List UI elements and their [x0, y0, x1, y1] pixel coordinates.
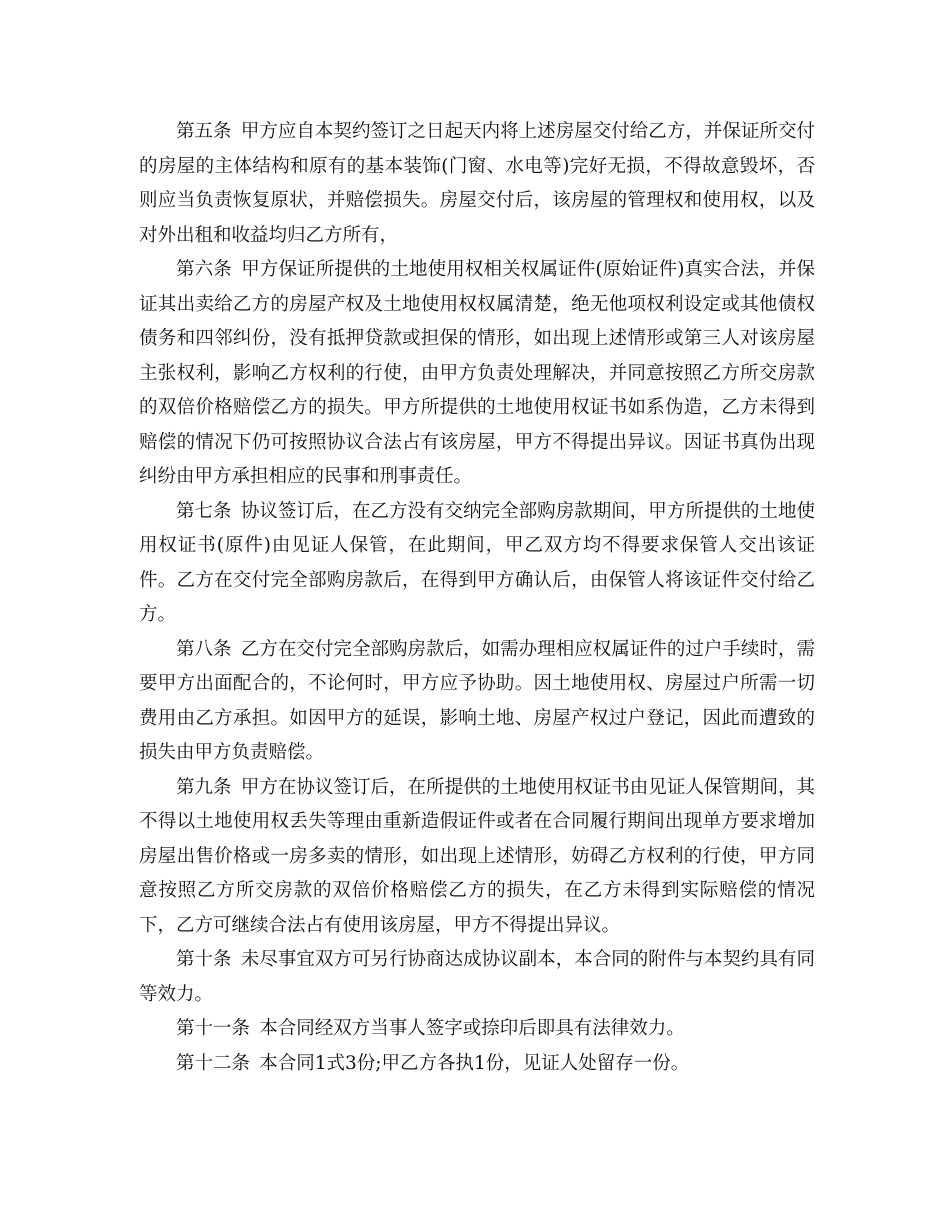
- article-text: 未尽事宜双方可另行协商达成协议副本，本合同的附件与本契约具有同等效力。: [139, 949, 815, 1005]
- article-10: [139, 943, 815, 1012]
- article-number: 第八条: [176, 638, 232, 660]
- article-number: 第十一条: [176, 1018, 251, 1039]
- article-11: [139, 1012, 815, 1047]
- article-8: [139, 633, 815, 771]
- article-text: 协议签订后，在乙方没有交纳完全部购房款期间，甲方所提供的土地使用权证书(原件)由见证人保管，在此期间，甲乙双方均不得要求保管人交出该证件。乙方在交付完全部购房款后，在得到甲方确认后，由保管人将该证件交付给乙方。: [139, 500, 815, 625]
- article-number: 第五条: [176, 121, 232, 142]
- article-text: 甲方应自本契约签订之日起天内将上述房屋交付给乙方，并保证所交付的房屋的主体结构和原有的基本装饰(门窗、水电等)完好无损，不得故意毁坏，否则应当负责恢复原状，并赔偿损失。房屋交付后，该房屋的管理权和使用权，以及对外出租和收益均归乙方所有，: [139, 121, 815, 246]
- article-6: [139, 253, 815, 495]
- article-5: [139, 115, 815, 253]
- article-text: 甲方保证所提供的土地使用权相关权属证件(原始证件)真实合法，并保证其出卖给乙方的房屋产权及土地使用权权属清楚，绝无他项权利设定或其他债权债务和四邻纠份，没有抵押贷款或担保的情形，如出现上述情形或第三人对该房屋主张权利，影响乙方权利的行使，由甲方负责处理解决，并同意按照乙方所交房款的双倍价格赔偿乙方的损失。甲方所提供的土地使用权证书如系伪造，乙方未得到赔偿的情况下仍可按照协议合法占有该房屋，甲方不得提出异议。因证书真伪出现纠纷由甲方承担相应的民事和刑事责任。: [139, 259, 815, 487]
- article-7: [139, 495, 815, 633]
- article-text: 乙方在交付完全部购房款后，如需办理相应权属证件的过户手续时，需要甲方出面配合的，不论何时，甲方应予协助。因土地使用权、房屋过户所需一切费用由乙方承担。如因甲方的延误，影响土地、房屋产权过户登记，因此而遭致的损失由甲方负责赔偿。: [139, 638, 815, 763]
- article-9: [139, 771, 815, 944]
- article-text: 本合同1式3份;甲乙方各执1份，见证人处留存一份。: [259, 1052, 690, 1074]
- article-number: 第十二条: [176, 1052, 251, 1074]
- article-number: 第七条: [176, 500, 232, 522]
- article-number: 第九条: [176, 776, 232, 798]
- article-text: 甲方在协议签订后，在所提供的土地使用权证书由见证人保管期间，其不得以土地使用权丢失等理由重新造假证件或者在合同履行期间出现单方要求增加房屋出售价格或一房多卖的情形，如出现上述情形，妨碍乙方权利的行使，甲方同意按照乙方所交房款的双倍价格赔偿乙方的损失，在乙方未得到实际赔偿的情况下，乙方可继续合法占有使用该房屋，甲方不得提出异议。: [139, 776, 815, 936]
- article-number: 第十条: [176, 949, 232, 970]
- article-12: [139, 1047, 815, 1082]
- article-number: 第六条: [176, 259, 232, 280]
- article-text: 本合同经双方当事人签字或捺印后即具有法律效力。: [259, 1018, 685, 1039]
- contract-body: [139, 115, 815, 1081]
